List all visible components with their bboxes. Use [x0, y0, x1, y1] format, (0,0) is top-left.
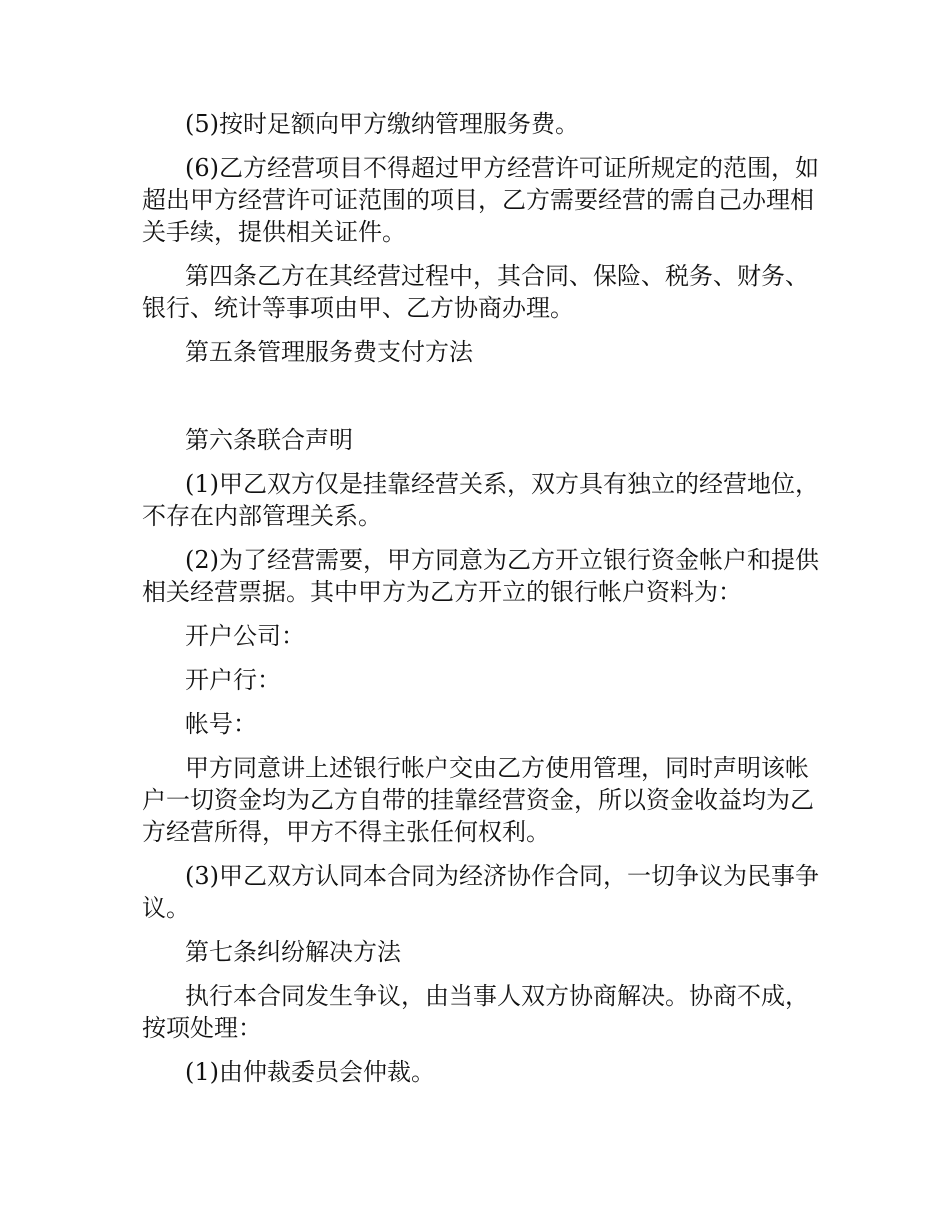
article-5-heading: 第五条管理服务费支付方法 — [185, 338, 473, 366]
clause-2-bank-account: (2)为了经营需要，甲方同意为乙方开立银行资金帐户和提供相关经营票据。其中甲方为乙方开立的银行帐户资料为： — [142, 546, 819, 606]
account-company-label: 开户公司： — [185, 622, 305, 650]
document-body — [142, 108, 832, 1100]
dispute-resolution-text: 执行本合同发生争议，由当事人双方协商解决。协商不成，按项处理： — [142, 982, 809, 1042]
article-4: 第四条乙方在其经营过程中，其合同、保险、税务、财务、银行、统计等事项由甲、乙方协商办理。 — [142, 262, 809, 322]
account-statement: 甲方同意讲上述银行帐户交由乙方使用管理，同时声明该帐户一切资金均为乙方自带的挂靠经营资金，所以资金收益均为乙方经营所得，甲方不得主张任何权利。 — [142, 754, 814, 846]
blank-space — [142, 380, 832, 424]
clause-6-business-scope: (6)乙方经营项目不得超过甲方经营许可证所规定的范围，如超出甲方经营许可证范围的项目，乙方需要经营的需自己办理相关手续，提供相关证件。 — [142, 154, 819, 246]
account-bank-label: 开户行： — [185, 666, 281, 694]
account-number-label: 帐号： — [185, 710, 257, 738]
clause-1-affiliation: (1)甲乙双方仅是挂靠经营关系，双方具有独立的经营地位，不存在内部管理关系。 — [142, 470, 819, 530]
clause-5-payment-fee: (5)按时足额向甲方缴纳管理服务费。 — [185, 110, 579, 138]
clause-3-contract-nature: (3)甲乙双方认同本合同为经济协作合同，一切争议为民事争议。 — [142, 862, 819, 922]
clause-1-arbitration: (1)由仲裁委员会仲裁。 — [185, 1058, 435, 1086]
article-7-heading: 第七条纠纷解决方法 — [185, 938, 401, 966]
article-6-heading: 第六条联合声明 — [185, 426, 353, 454]
